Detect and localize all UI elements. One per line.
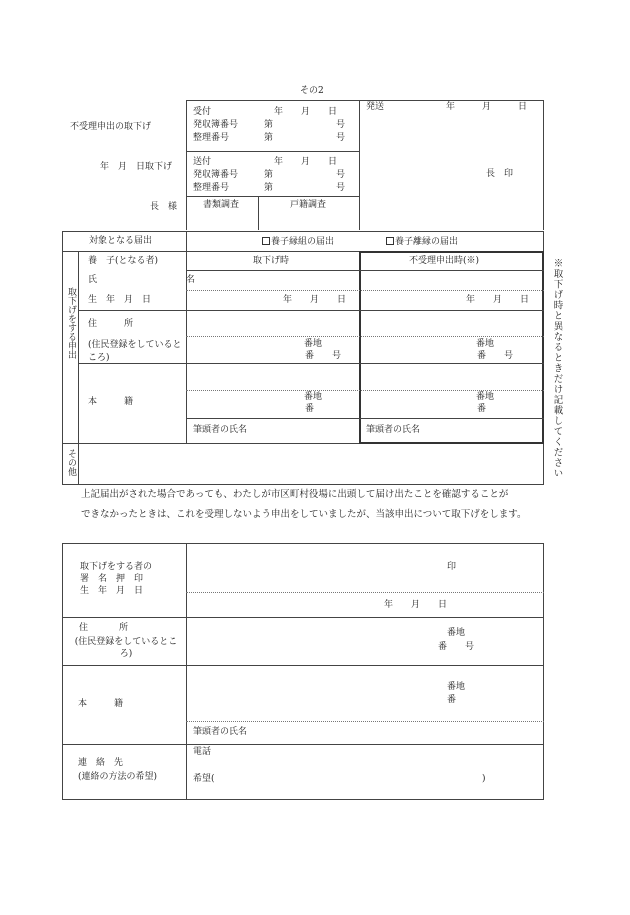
serial-no-label: 整理番号 [193,133,230,143]
signer-label-2: 署 名 押 印 [80,574,144,584]
signer-seal: 印 [447,562,457,572]
column-header-refusal: 不受理申出時(※) [409,256,480,266]
registry-check-label: 戸籍調査 [290,200,327,210]
reception-label: 受付 [193,107,212,117]
birth-label: 生 年 月 日 [88,295,152,305]
dispatch-label: 発送 [366,102,385,112]
column-header-withdraw: 取下げ時 [253,256,290,266]
signer-address-banchi: 番地 [447,628,466,638]
serial-no-go: 号 [336,133,346,143]
contact-preference-open: 希望( [193,774,215,784]
address-bango-withdraw: 番 号 [305,351,342,361]
withdrawal-date: 年 月 日取下げ [100,162,173,172]
target-label: 対象となる届出 [89,236,153,246]
applicant-side-label: 取下げをする申出 [66,287,76,359]
address-label: 住 所 [88,319,134,329]
serial-no2-label: 整理番号 [193,183,230,193]
serial-no-dai: 第 [264,133,274,143]
hittosha-label-refusal: 筆頭者の氏名 [366,425,421,435]
dispatch-date: 年 月 日 [446,102,528,112]
receipt-no2-dai: 第 [264,170,274,180]
signer-address-label: 住 所 [79,623,130,633]
signer-label-1: 取下げをする者の [80,562,153,572]
chief-seal-label: 長 印 [486,169,514,179]
honseki-banchi-withdraw: 番地 [304,392,323,402]
birth-date-refusal: 年 月 日 [466,295,530,305]
signer-label-3: 生 年 月 日 [80,586,144,596]
signer-honseki-label: 本 籍 [78,699,124,709]
contact-note: (連絡の方法の希望) [78,772,158,782]
other-side-label: その他 [66,449,76,476]
dissolution-checkbox[interactable] [386,237,394,245]
side-note: ※取下げ時と異なるときだけ記載してください [551,258,563,479]
statement-line-1: 上記届出がされた場合であっても、わたしが市区町村役場に出頭して届け出たことを確認することが [81,489,509,500]
serial-no2-go: 号 [336,183,346,193]
address-banchi-withdraw: 番地 [304,339,323,349]
signer-honseki-banchi: 番地 [447,682,466,692]
address-note: (住民登録をしているところ) [88,340,182,363]
name-label: 氏 名 [88,275,236,285]
page-number: その2 [300,86,324,96]
statement-line-2: できなかったときは、これを受理しないよう申出をしていましたが、当該申出について取下げをします。 [81,509,527,520]
honseki-banchi-refusal: 番地 [476,392,495,402]
adoption-checkbox[interactable] [262,237,270,245]
reception-date: 年 月 日 [274,107,338,117]
contact-preference-close: ) [482,774,486,784]
adoption-label: 養子縁組の届出 [271,237,335,247]
receipt-no-dai: 第 [264,120,274,130]
dissolution-label: 養子離縁の届出 [395,237,459,247]
receipt-no-label: 発収簿番号 [193,120,239,130]
honseki-ban-refusal: 番 [477,404,487,414]
signer-birth-date: 年 月 日 [384,600,448,610]
sending-date: 年 月 日 [274,157,338,167]
chief-addressee: 長 様 [150,202,178,212]
honseki-ban-withdraw: 番 [305,404,315,414]
adoptee-label: 養 子(となる者) [88,256,159,266]
target-option-dissolution[interactable] [386,237,458,247]
honseki-label: 本 籍 [88,397,134,407]
target-option-adoption[interactable] [262,237,334,247]
serial-no2-dai: 第 [264,183,274,193]
contact-label: 連 絡 先 [78,758,124,768]
receipt-no-go: 号 [336,120,346,130]
hittosha-label-withdraw: 筆頭者の氏名 [193,425,248,435]
signer-honseki-ban: 番 [447,695,457,705]
signer-address-note: (住民登録をしているところ) [74,637,178,659]
withdrawal-title: 不受理申出の取下げ [70,122,152,132]
address-bango-refusal: 番 号 [477,351,514,361]
receipt-no2-label: 発収簿番号 [193,170,239,180]
sending-label: 送付 [193,157,212,167]
signer-address-bango: 番 号 [438,642,475,652]
doc-check-label: 書類調査 [203,200,240,210]
birth-date-withdraw: 年 月 日 [283,295,347,305]
signer-hittosha-label: 筆頭者の氏名 [193,727,248,737]
receipt-no2-go: 号 [336,170,346,180]
contact-phone-label: 電話 [193,747,212,757]
address-banchi-refusal: 番地 [476,339,495,349]
